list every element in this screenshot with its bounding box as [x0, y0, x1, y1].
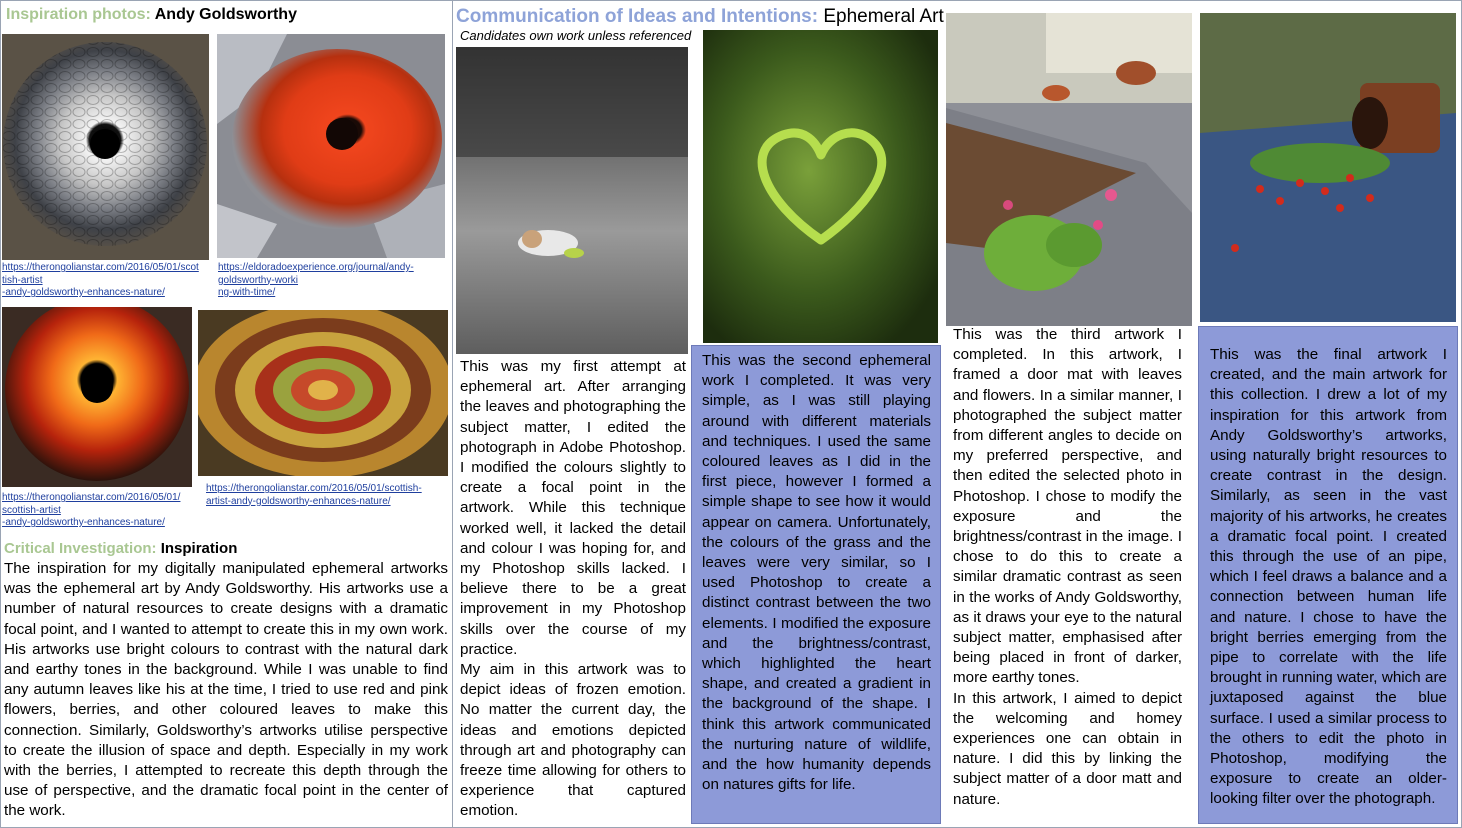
photo-link-3[interactable]: https://therongolianstar.com/2016/05/01/ scottish-artist -andy-goldsworthy-enhances-nature/ [2, 492, 181, 528]
artwork-2-description: This was the second ephemeral work I completed. It was very simple, as I was still playing around with different materials and techniques. I used the same coloured leaves as I did in the first piece, however I formed a simple shape to see how it would appear on camera. Unfortunately, the colours of the grass and the leaves were very similar, so I used Photoshop to create a distinct contrast between the two elements. I modified the exposure and the brightness/contrast, which highlighted the heart shape, and created a gradient in the background of the shape. I think this artwork communicated the nurturing nature of wildlife, and the how humanity depends on natures gifts for life. [702, 352, 931, 794]
artwork-1-paragraph-1: This was my first attempt at ephemeral art. After arranging the leaves and photographing the subject matter, I edited the photograph in Adobe Photoshop. I modified the colours slightly to create a focal point in the artwork. While this technique worked well, it lacked the detail and colour I was hoping for, and my Photoshop skills lacked. I believe there to be a great improvement in my Photoshop skills over the course of my practice. [460, 358, 686, 658]
communication-accent: Communication of Ideas and Intentions: [456, 6, 824, 27]
artwork-2-photo [703, 30, 938, 343]
communication-heading [456, 6, 944, 28]
artwork-3-paragraph-1: This was the third artwork I completed. In this artwork, I framed a door mat with leaves and flowers. In a similar manner, I photographed the subject matter from different angles to decide on my preferred perspective, and then edited the selected photo in Photoshop. I chose to modify the exposure and the brightness/contrast in the image. I chose to do this to create a similar dramatic contrast as seen in the works of Andy Goldsworthy, as it draws your eye to the natural subject matter, emphasised after being placed in front of darker, more earthy tones. [953, 326, 1182, 687]
orange-leaf-circle-photo [2, 307, 192, 487]
artwork-4-photo [1200, 13, 1456, 322]
red-leaves-photo [217, 34, 445, 258]
artwork-4-description-box [1198, 326, 1458, 824]
critical-topic: Inspiration [160, 540, 238, 557]
photo-link-1[interactable]: https://therongolianstar.com/2016/05/01/scot tish-artist -andy-goldsworthy-enhances-nature/ [2, 262, 199, 298]
artwork-2-description-box [691, 345, 941, 824]
artwork-4-description: This was the final artwork I created, and the main artwork for this collection. I drew a lot of my inspiration for this artwork from Andy Goldsworthy’s artworks, using naturally bright resources to create contrast in the design. Similarly, as seen in the vast majority of his artworks, he creates a dramatic focal point. I created this through the use of an pipe, which I feel draws a balance and a connection between human life and nature. I chose to have the bright berries emerging from the pipe to correlate with the life brought in running water, which are juxtaposed against the blue surface. I used a similar process to the others to edit the photo in Photoshop, modifying the exposure to create an older-looking filter over the photograph. [1210, 346, 1447, 808]
artwork-1-paragraph-2: My aim in this artwork was to depict ideas of frozen emotion. No matter the current day, the ideas and emotions depicted through art and photography can freeze time allowing for others to experience that captured emotion. [460, 661, 686, 820]
inspiration-photos-heading [6, 6, 297, 24]
artwork-1-photo [456, 47, 688, 354]
artwork-1-description [460, 357, 686, 822]
communication-topic: Ephemeral Art [823, 6, 944, 27]
critical-investigation-body: The inspiration for my digitally manipulated ephemeral artworks was the ephemeral art by Andy Goldsworthy. His artworks use a number of natural resources to create designs with a dramatic focal point, and I wanted to attempt to create this in my own work. His artworks use bright colours to contrast with the natural dark and earthy tones in the background. While I was unable to find any autumn leaves like his at the time, I tried to use red and pink flowers, berries, and other coloured leaves to make this connection. Similarly, Goldsworthy’s artworks utilise perspective to create the illusion of space and depth. Especially in my work with the berries, I attempted to recreate this depth through the use of perspective, and the dramatic focal point in the center of the work. [4, 560, 448, 820]
leaf-mandala-photo [198, 310, 448, 476]
artwork-3-paragraph-2: In this artwork, I aimed to depict the welcoming and homey experiences one can obtain in nature. I did this by linking the subject matter of a door matt and nature. [953, 689, 1182, 808]
photo-link-4[interactable]: https://therongolianstar.com/2016/05/01/scottish- artist-andy-goldsworthy-enhances-nature/ [206, 483, 422, 507]
artwork-3-photo [946, 13, 1192, 326]
artwork-3-description [953, 325, 1182, 810]
critical-accent: Critical Investigation: [4, 540, 161, 557]
stone-circle-photo [2, 34, 209, 260]
photo-link-2[interactable]: https://eldoradoexperience.org/journal/andy- goldsworthy-worki ng-with-time/ [218, 262, 414, 298]
heading-artist: Andy Goldsworthy [154, 6, 297, 23]
heading-accent: Inspiration photos: [6, 6, 155, 23]
critical-investigation-heading [4, 540, 237, 557]
column-divider [452, 0, 453, 828]
own-work-caption: Candidates own work unless referenced [460, 28, 692, 43]
